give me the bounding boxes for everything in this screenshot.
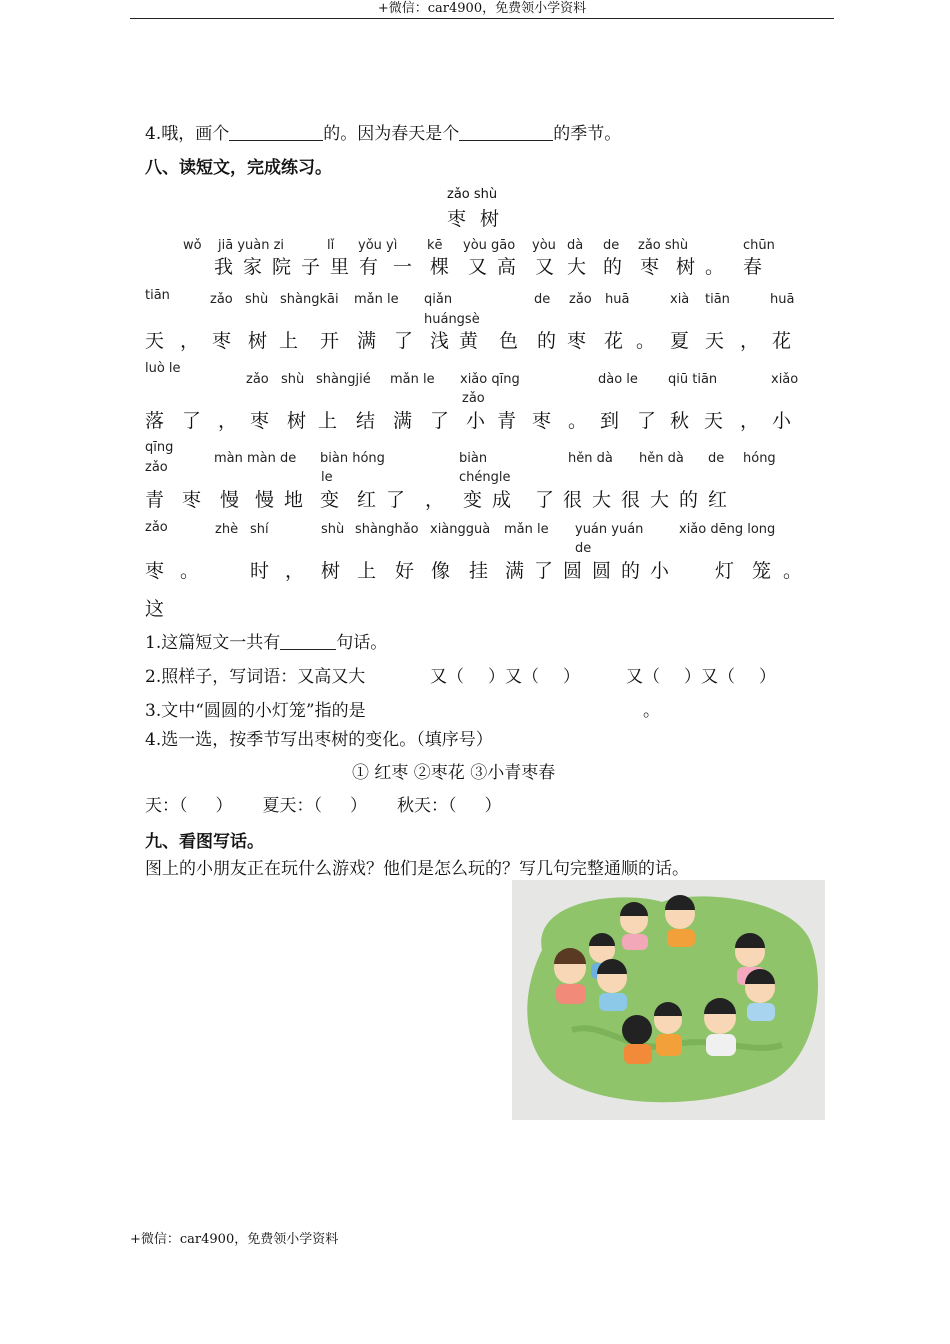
hanzi: 慢 <box>220 489 240 511</box>
answer-blank[interactable] <box>280 632 336 650</box>
hanzi: 枣 <box>640 256 660 278</box>
pinyin: shù <box>281 372 305 387</box>
hanzi: 圆 <box>592 560 612 582</box>
question-1: 1.这篇短文一共有 句话。 <box>145 633 388 653</box>
story-title: 枣 树 <box>447 208 504 230</box>
page-footer: +微信：car4900，免费领小学资料 <box>130 1232 339 1247</box>
hanzi: 我 <box>214 256 234 278</box>
hanzi: 树 <box>676 256 696 278</box>
hanzi: ， <box>218 410 238 432</box>
story-title-pinyin: zǎo shù <box>447 187 498 202</box>
hanzi: 上 <box>279 330 299 352</box>
hanzi: 夏 <box>670 330 690 352</box>
pinyin: mǎn le <box>504 522 549 537</box>
pinyin: shàngkāi <box>280 292 339 307</box>
hanzi: 枣 <box>212 330 232 352</box>
hanzi: 笼 <box>752 560 772 582</box>
hanzi: 有 <box>359 256 379 278</box>
hanzi: 的 <box>603 256 623 278</box>
season-answers: 天：（ ） 夏天：（ ） 秋天：（ ） <box>145 796 502 816</box>
hanzi: 了 <box>386 489 406 511</box>
question-4: 4.选一选，按季节写出枣树的变化。（填序号） <box>145 730 493 750</box>
hanzi: 青 <box>497 410 517 432</box>
pinyin: shàngjié <box>316 372 371 387</box>
hanzi: 慢 <box>255 489 275 511</box>
hanzi: 花 <box>604 330 624 352</box>
passage-line-6: 这 <box>145 598 165 620</box>
pinyin: lǐ <box>327 238 335 253</box>
hanzi: ， <box>425 489 445 511</box>
hanzi: 像 <box>431 560 451 582</box>
hanzi: 。 <box>180 560 200 582</box>
hanzi: 大 <box>650 489 670 511</box>
pinyin: mǎn le <box>390 372 435 387</box>
hanzi: 小 <box>772 410 792 432</box>
hanzi: ， <box>740 330 760 352</box>
pinyin: xià <box>670 292 690 307</box>
hanzi: 树 <box>321 560 341 582</box>
hanzi: 。 <box>568 410 588 432</box>
hanzi: 变 <box>463 489 483 511</box>
hanzi: 了 <box>535 489 555 511</box>
pinyin: zǎo <box>210 292 233 307</box>
question-3: 3.文中“圆圆的小灯笼”指的是 <box>145 701 366 721</box>
pinyin: hóng <box>743 451 776 466</box>
hanzi: 里 <box>330 256 350 278</box>
pinyin: huā <box>605 292 630 307</box>
hanzi: 色 <box>499 330 519 352</box>
pinyin: dà <box>567 238 584 253</box>
hanzi: 灯 <box>715 560 735 582</box>
hanzi: 很 <box>621 489 641 511</box>
hanzi: 枣 <box>250 410 270 432</box>
pinyin: huángsè <box>424 312 480 327</box>
hanzi: 了 <box>182 410 202 432</box>
hanzi: 挂 <box>469 560 489 582</box>
hanzi: 满 <box>357 330 377 352</box>
hanzi: 。 <box>783 560 803 582</box>
pinyin: zǎo <box>145 520 168 535</box>
hanzi: 天 <box>705 330 725 352</box>
question-2-blanks-1[interactable]: 又（ ）又（ ） <box>430 667 580 687</box>
hanzi: 春 <box>743 256 763 278</box>
pinyin: xiàngguà <box>430 522 491 537</box>
pinyin: zǎo <box>462 391 485 406</box>
pinyin: zǎo <box>246 372 269 387</box>
hanzi: 变 <box>320 489 340 511</box>
hanzi: 大 <box>567 256 587 278</box>
pinyin: chūn <box>743 238 775 253</box>
section-9-prompt: 图上的小朋友正在玩什么游戏？他们是怎么玩的？写几句完整通顺的话。 <box>145 859 689 879</box>
pinyin: dào le <box>598 372 638 387</box>
hanzi: 天 <box>145 330 165 352</box>
pinyin: hěn dà <box>568 451 613 466</box>
pinyin: huā <box>770 292 795 307</box>
pinyin: shù <box>321 522 345 537</box>
pinyin: yuán yuán <box>575 522 644 537</box>
pinyin: kē <box>427 238 443 253</box>
pinyin: hěn dà <box>639 451 684 466</box>
pinyin: shànghǎo <box>355 522 419 537</box>
question-4-previous <box>145 119 621 144</box>
hanzi: 又 <box>535 256 555 278</box>
hanzi: 上 <box>318 410 338 432</box>
hanzi: 满 <box>393 410 413 432</box>
pinyin: xiǎo <box>771 372 799 387</box>
hanzi: 天 <box>704 410 724 432</box>
hanzi: 青 <box>145 489 165 511</box>
pinyin: jiā yuàn zi <box>218 238 285 253</box>
hanzi: 子 <box>301 256 321 278</box>
hanzi: ， <box>285 560 305 582</box>
hanzi: 满 <box>505 560 525 582</box>
hanzi: 上 <box>357 560 377 582</box>
hanzi: 很 <box>563 489 583 511</box>
pinyin: zǎo <box>145 460 168 475</box>
hanzi: 红 <box>357 489 377 511</box>
pinyin: shí <box>250 522 269 537</box>
pinyin: tiān <box>705 292 730 307</box>
hanzi: 树 <box>287 410 307 432</box>
question-text: 哦，画个 <box>161 124 230 144</box>
hanzi: 大 <box>592 489 612 511</box>
hanzi: 圆 <box>563 560 583 582</box>
hanzi: 好 <box>395 560 415 582</box>
hanzi: 浅 <box>430 330 450 352</box>
hanzi: 小 <box>650 560 670 582</box>
hanzi: 时 <box>250 560 270 582</box>
pinyin: xiǎo dēng long <box>679 522 776 537</box>
page-header: +微信：car4900，免费领小学资料 <box>130 0 834 19</box>
hanzi: ， <box>740 410 760 432</box>
hanzi: 家 <box>243 256 263 278</box>
pinyin: chéngle <box>459 470 511 485</box>
question-2-blanks-2[interactable]: 又（ ）又（ ） <box>626 667 776 687</box>
hanzi: 黄 <box>459 330 479 352</box>
question-3-end: 。 <box>643 701 660 721</box>
hanzi: 成 <box>492 489 512 511</box>
hanzi: 了 <box>534 560 554 582</box>
section-9-title: 九、看图写话。 <box>145 832 264 852</box>
pinyin: yǒu yì <box>358 238 398 253</box>
hanzi: 开 <box>320 330 340 352</box>
pinyin: tiān <box>145 288 170 303</box>
pinyin: luò le <box>145 361 181 376</box>
pinyin: yòu <box>532 238 556 253</box>
pinyin: zǎo shù <box>638 238 689 253</box>
pinyin: qiǎn <box>424 292 453 307</box>
answer-blank[interactable] <box>459 123 553 141</box>
hanzi: 枣 <box>182 489 202 511</box>
pinyin: de <box>708 451 725 466</box>
hanzi: 。 <box>636 330 656 352</box>
hanzi: 到 <box>600 410 620 432</box>
hanzi: 红 <box>708 489 728 511</box>
pinyin: màn màn de <box>214 451 297 466</box>
hanzi: 枣 <box>532 410 552 432</box>
question-number: 4. <box>145 124 162 144</box>
hanzi: 高 <box>497 256 517 278</box>
hanzi: ， <box>180 330 200 352</box>
pinyin: biàn hóng <box>320 451 385 466</box>
hanzi: 。 <box>705 256 725 278</box>
hanzi: 地 <box>284 489 304 511</box>
hanzi: 花 <box>772 330 792 352</box>
pinyin: qiū tiān <box>668 372 718 387</box>
pinyin: le <box>321 470 333 485</box>
hanzi: 院 <box>272 256 292 278</box>
pinyin: biàn <box>459 451 488 466</box>
hanzi: 的 <box>621 560 641 582</box>
hanzi: 小 <box>466 410 486 432</box>
pinyin: de <box>603 238 620 253</box>
hanzi: 结 <box>356 410 376 432</box>
hanzi: 了 <box>637 410 657 432</box>
hanzi: 了 <box>430 410 450 432</box>
pinyin: qīng <box>145 440 174 455</box>
hanzi: 枣 <box>145 560 165 582</box>
hanzi: 落 <box>145 410 165 432</box>
pinyin: zǎo <box>569 292 592 307</box>
hanzi: 的 <box>537 330 557 352</box>
section-8-title: 八、读短文，完成练习。 <box>145 158 332 178</box>
hanzi: 的 <box>679 489 699 511</box>
pinyin: de <box>575 541 592 556</box>
pinyin: shù <box>245 292 269 307</box>
hanzi: 了 <box>394 330 414 352</box>
pinyin: mǎn le <box>354 292 399 307</box>
question-2: 2.照样子，写词语：又高又大 <box>145 667 366 687</box>
pinyin: de <box>534 292 551 307</box>
hanzi: 树 <box>248 330 268 352</box>
answer-options: ① 红枣 ②枣花 ③小青枣春 <box>352 763 556 783</box>
question-text: 的。因为春天是个 <box>323 124 460 144</box>
pinyin: wǒ <box>183 238 202 253</box>
hanzi: 枣 <box>567 330 587 352</box>
answer-blank[interactable] <box>229 123 323 141</box>
pinyin: zhè <box>215 522 239 537</box>
question-text: 的季节。 <box>553 124 622 144</box>
children-playing-illustration <box>512 880 825 1120</box>
hanzi: 棵 <box>430 256 450 278</box>
hanzi: 秋 <box>670 410 690 432</box>
pinyin: yòu gāo <box>463 238 516 253</box>
illustration-svg <box>512 880 825 1120</box>
hanzi: 一 <box>393 256 413 278</box>
hanzi: 又 <box>468 256 488 278</box>
pinyin: xiǎo qīng <box>460 372 520 387</box>
